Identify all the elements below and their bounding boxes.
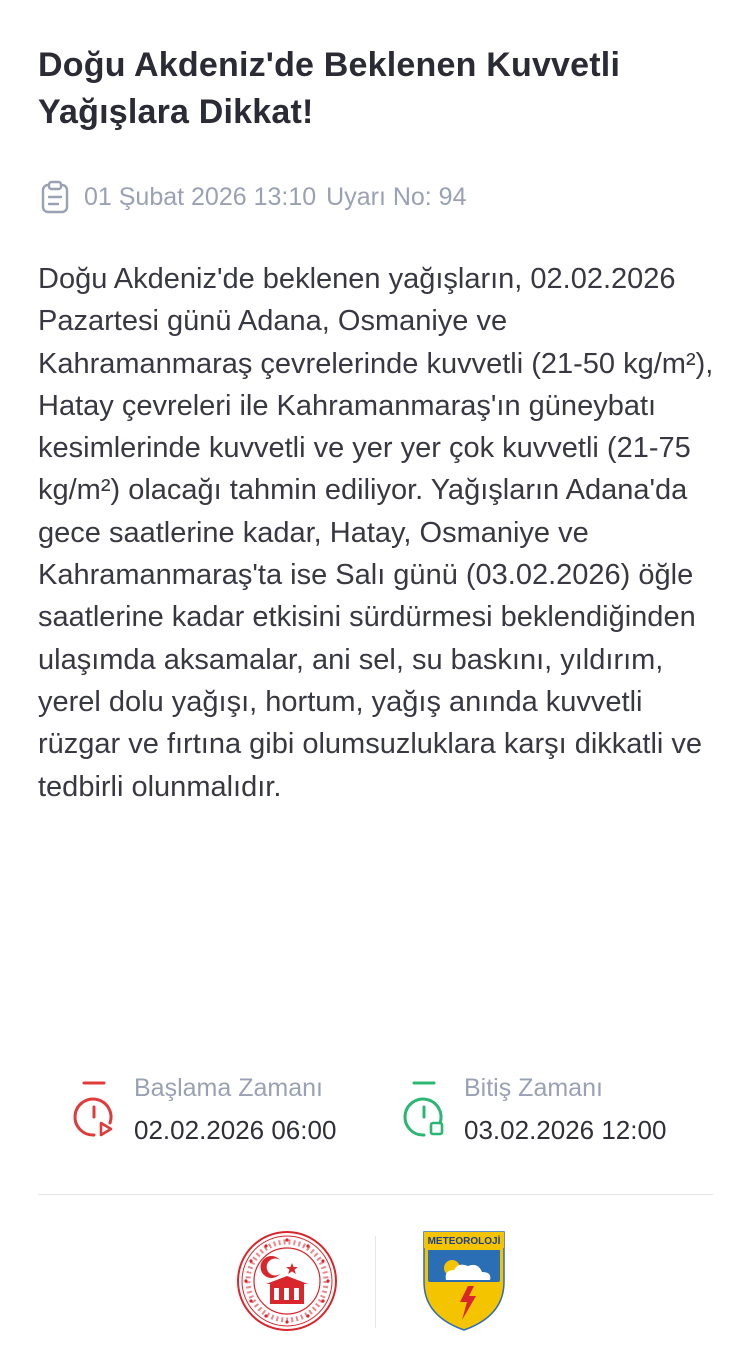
alert-title: Doğu Akdeniz'de Beklenen Kuvvetli Yağışlara Dikkat! bbox=[38, 46, 621, 131]
alert-datetime: 01 Şubat 2026 13:10 bbox=[84, 182, 317, 211]
alert-meta bbox=[38, 177, 467, 217]
meteoroloji-logo bbox=[422, 1230, 506, 1332]
alert-body: Doğu Akdeniz'de beklenen yağışların, 02.02.2026 Pazartesi günü Adana, Osmaniye ve Kahramanmaraş çevrelerinde kuvvetli (21-50 kg/m²), Hatay çevreleri ile Kahramanmaraş'ın güneybatı kesimlerinde kuvvetli ve yer yer çok kuvvetli (21-75 kg/m²) olacağı tahmin ediliyor. Yağışların Adana'da gece saatlerine kadar, Hatay, Osmaniye ve Kahramanmaraş'ta ise Salı günü (03.02.2026) öğle saatlerine kadar etkisini sürdürmesi beklendiğinden ulaşımda aksamalar, ani sel, su baskını, yıldırım, yerel dolu yağışı, hortum, yağış anında kuvvetli rüzgar ve fırtına gibi olumsuzluklara karşı dikkatli ve tedbirli olunmalıdır. bbox=[38, 263, 714, 803]
end-time-block bbox=[400, 1069, 666, 1153]
end-time-label: Bitiş Zamanı bbox=[464, 1074, 603, 1102]
end-time-value: 03.02.2026 12:00 bbox=[464, 1115, 667, 1145]
logo-separator bbox=[375, 1236, 376, 1328]
timer-start-icon bbox=[70, 1079, 126, 1149]
footer-divider bbox=[38, 1194, 713, 1195]
start-time-value: 02.02.2026 06:00 bbox=[134, 1115, 337, 1145]
start-time-label: Başlama Zamanı bbox=[134, 1074, 323, 1102]
start-time-block bbox=[70, 1069, 336, 1153]
warning-number: Uyarı No: 94 bbox=[326, 182, 467, 211]
clipboard-icon bbox=[38, 179, 72, 215]
timer-end-icon bbox=[400, 1079, 456, 1149]
meteoroloji-text: METEOROLOJİ bbox=[427, 1236, 501, 1247]
alert-times bbox=[70, 1069, 730, 1159]
ministry-seal-logo bbox=[236, 1230, 338, 1332]
